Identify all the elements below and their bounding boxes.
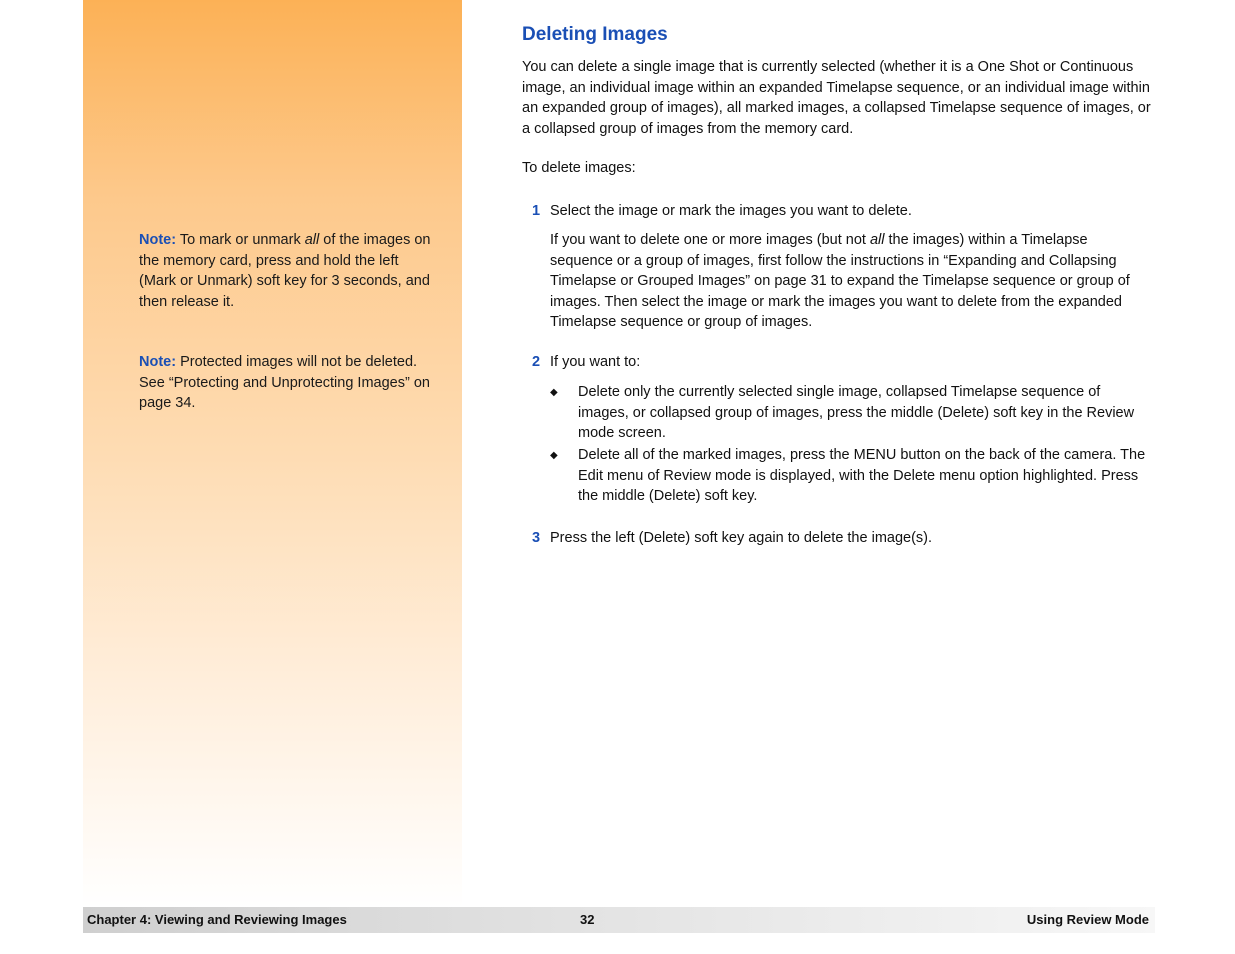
- bullet-text: Delete all of the marked images, press the MENU button on the back of the camera. The Edit menu of Review mode is displayed, with the Delete menu option highlighted. Press the middle (Delete) soft key.: [578, 447, 1146, 504]
- step-text: Press the left (Delete) soft key again to delete the image(s).: [550, 530, 933, 546]
- diamond-bullet-icon: ◆: [550, 450, 558, 461]
- step-text: Select the image or mark the images you want to delete.: [550, 203, 912, 219]
- note-mark-all: [139, 230, 439, 312]
- bullet-text: Delete only the currently selected single image, collapsed Timelapse sequence of images, or collapsed group of images, press the middle (Delete) soft key in the Review mode screen.: [578, 384, 1135, 441]
- step-number: 2: [532, 354, 541, 370]
- footer-chapter: Chapter 4: Viewing and Reviewing Images: [87, 912, 347, 927]
- step-1-detail: [550, 230, 1154, 333]
- step-number: 1: [532, 203, 541, 219]
- detail-text: the images) within a Timelapse sequence or a group of images, first follow the instructions in “Expanding and Collapsing Timelapse or Grouped Images” on page 31 to expand the Timelapse sequence or group of images. Then select the image or mark the images you want to delete from the expanded Timelapse sequence or group of images.: [550, 232, 1130, 330]
- detail-text: If you want to delete one or more images (but not: [550, 232, 870, 248]
- sidebar-panel: [83, 0, 462, 907]
- page-footer: [83, 907, 1155, 933]
- note-label: Note:: [139, 354, 177, 370]
- note-emphasis: all: [304, 232, 320, 248]
- step-number: 3: [532, 530, 541, 546]
- note-text: Protected images will not be deleted. See “Protecting and Unprotecting Images” on page 34.: [139, 354, 430, 411]
- step-text: If you want to:: [550, 354, 641, 370]
- note-protected-images: [139, 352, 439, 414]
- diamond-bullet-icon: ◆: [550, 387, 558, 398]
- footer-section: Using Review Mode: [1026, 912, 1149, 927]
- intro-paragraph: You can delete a single image that is currently selected (whether it is a One Shot or Continuous image, an individual image within an expanded Timelapse sequence, or an individual image within an expanded group of images), all marked images, a collapsed Timelapse sequence of images, or a collapsed group of images from the memory card.: [522, 59, 1151, 137]
- note-text: To mark or unmark: [176, 232, 305, 248]
- page-title: Deleting Images: [522, 24, 668, 45]
- note-label: Note:: [139, 232, 177, 248]
- note-text: of the images on the memory card, press and hold the left (Mark or Unmark) soft key for 3 seconds, and then release it.: [139, 232, 431, 310]
- detail-emphasis: all: [869, 232, 885, 248]
- procedure-intro: To delete images:: [522, 160, 636, 176]
- footer-page-number: 32: [580, 912, 595, 927]
- main-content: [522, 22, 1154, 546]
